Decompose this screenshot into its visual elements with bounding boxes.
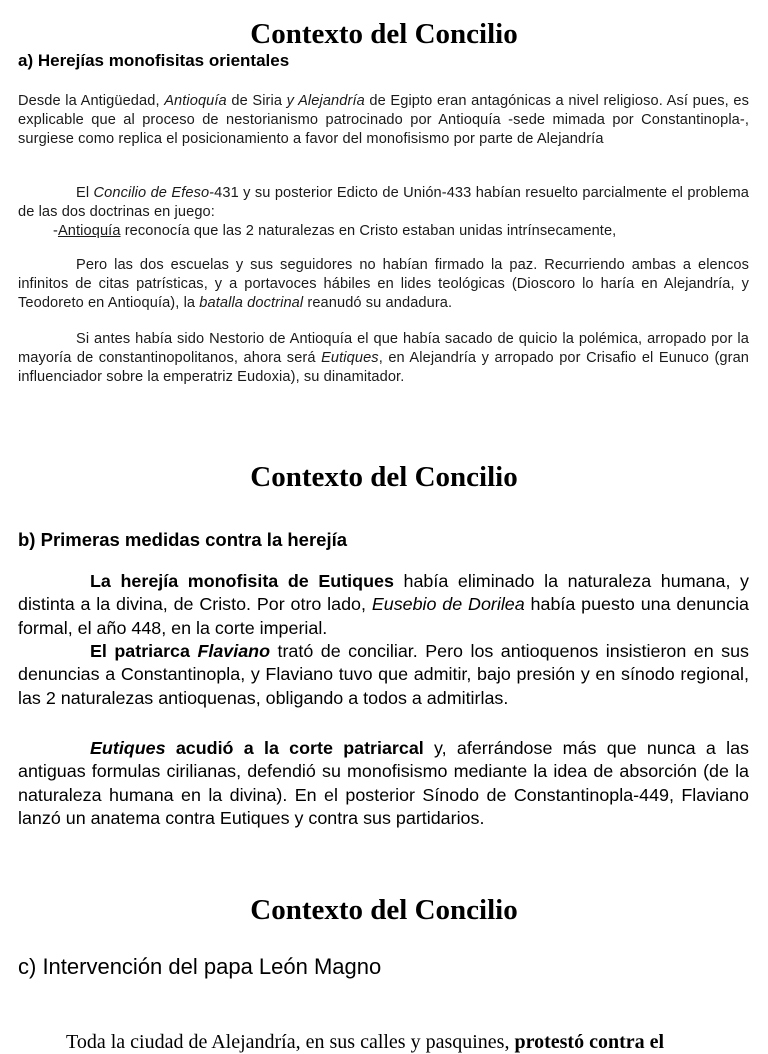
text-run: El patriarca [90, 641, 198, 661]
text-run: Eutiques [321, 349, 379, 366]
slide-1-heading: a) Herejías monofisitas orientales [18, 51, 290, 70]
text-run: -431 y su posterior Edicto de Unión-433 habían resuelto parcialmente el problema de las dos doctrinas en juego: [18, 185, 749, 220]
text-run: acudió a la corte patriarcal [165, 738, 424, 758]
text-run: Antioquía [164, 93, 227, 109]
text-run: , en Alejandría y arropado por Crisafio el Eunuco (gran influenciador sobre la emperatriz Eudoxia), su dinamitador. [18, 349, 750, 385]
text-run: protestó contra el [514, 1031, 665, 1053]
text-run: trató de conciliar. Pero los antioquenos insistieron en sus denuncias a Constantinopla, y Flaviano tuvo que admitir, bajo presión y en sínodo regional, las 2 naturalezas antioquenas, obligando a todos a admitirlas. [18, 641, 749, 708]
text-run: y, aferrándose más que nunca a las antiguas formulas cirilianas, defendió su monofisismo mediante la idea de absorción (de la naturaleza humana en la divina). En el posterior Sínodo de Constantinopla-449, Flaviano lanzó un anatema contra Eutiques y contra sus partidarios. [18, 738, 749, 828]
text-run: Concilio de Efeso [93, 185, 210, 201]
slide-1-paragraph-3 [18, 222, 749, 241]
slide-2-heading: b) Primeras medidas contra la herejía [18, 529, 348, 550]
text-run: Eusebio de Dorilea [371, 594, 525, 615]
text-run: Flaviano [197, 641, 271, 661]
slide-3-paragraph-1 [18, 1030, 758, 1054]
text-run: Antioquía [57, 223, 121, 239]
slide-3-heading: c) Intervención del papa León Magno [18, 954, 382, 979]
text-run: reconocía que las 2 naturalezas en Cristo estaban unidas intrínsecamente, [120, 223, 617, 239]
text-run: reanudó su andadura. [303, 294, 453, 311]
text-run: de Egipto eran antagónicas a nivel religioso. Así pues, es explicable que al proceso de nestorianismo patrocinado por Antioquía -sede mimada por Constantinopla-, surgiese como replica el posicionamiento a favor del monofisismo por parte de Alejandría [18, 93, 749, 147]
text-run: Toda la ciudad de Alejandría, en sus calles y pasquines, [66, 1031, 515, 1053]
text-run: había puesto una denuncia formal, el año 448, en la corte imperial. [18, 594, 749, 638]
text-run: de Siria [226, 93, 287, 109]
slide-1-title: Contexto del Concilio [250, 18, 518, 50]
slide-2-paragraph-2 [18, 640, 749, 710]
text-run: y Alejandría [286, 93, 365, 109]
slide-1-paragraph-1 [18, 92, 749, 148]
slide-1-paragraph-4 [18, 256, 749, 312]
slide-2-title: Contexto del Concilio [250, 461, 518, 493]
text-run: batalla doctrinal [199, 294, 304, 311]
slide-2-paragraph-3 [18, 737, 749, 830]
text-run: La herejía monofisita de Eutiques [90, 571, 394, 591]
slide-2-paragraph-1 [18, 570, 749, 640]
text-run: El [76, 185, 94, 201]
text-run: Eutiques [90, 738, 166, 758]
text-run: Si antes había sido Nestorio de Antioquía el que había sacado de quicio la polémica, arropado por la mayoría de constantinopolitanos, ahora será [18, 331, 749, 366]
slide-3-title: Contexto del Concilio [250, 894, 518, 926]
slide-1-paragraph-5 [18, 330, 749, 386]
text-run: Pero las dos escuelas y sus seguidores no habían firmado la paz. Recurriendo ambas a elencos infinitos de citas patrísticas, y a portavoces hábiles en lides teológicas (Dioscoro lo haría en Alejandría, y Teodoreto en Antioquía), la [18, 257, 749, 311]
text-run: - [53, 223, 58, 239]
text-run: Desde la Antigüedad, [18, 93, 165, 109]
text-run: había eliminado la naturaleza humana, y distinta a la divina, de Cristo. Por otro lado, [18, 571, 749, 615]
slide-1-paragraph-2 [18, 184, 749, 222]
